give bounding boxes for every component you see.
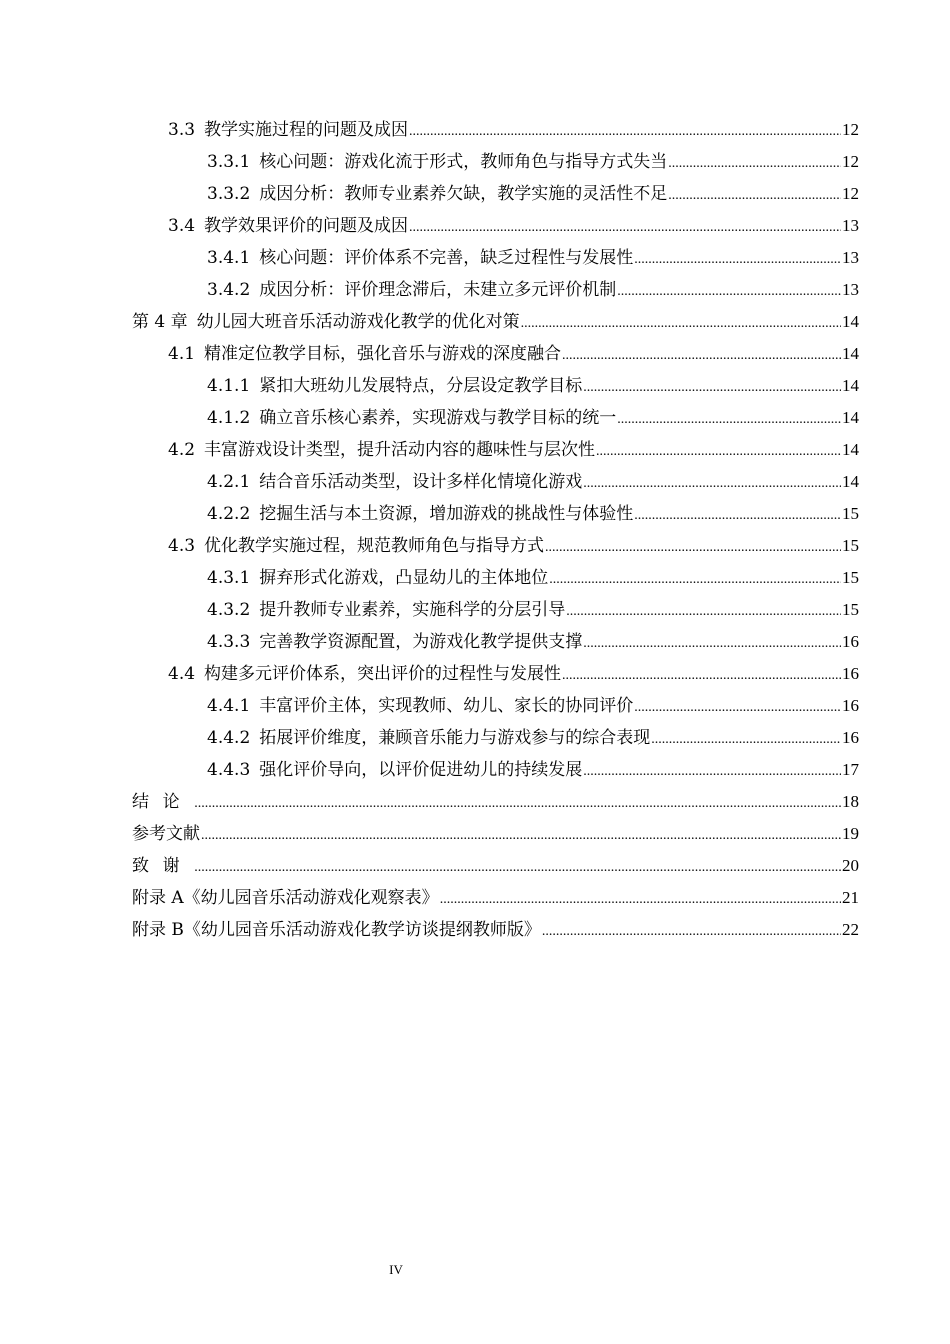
toc-entry-page: 14 <box>842 440 859 459</box>
toc-dot-leader <box>201 820 841 852</box>
toc-entry[interactable] <box>132 338 859 370</box>
toc-dot-leader <box>562 340 841 372</box>
toc-entry-title: 成因分析：教师专业素养欠缺，教学实施的灵活性不足 <box>259 184 668 204</box>
toc-dot-leader <box>440 884 841 916</box>
toc-entry-page: 14 <box>842 344 859 363</box>
toc-entry-title: 核心问题：评价体系不完善，缺乏过程性与发展性 <box>259 248 634 268</box>
toc-entry-page: 14 <box>842 376 859 395</box>
toc-entry-title: 核心问题：游戏化流于形式，教师角色与指导方式失当 <box>259 152 668 172</box>
toc-entry-page: 14 <box>842 472 859 491</box>
toc-entry-page: 16 <box>842 632 859 651</box>
toc-entry-title: 精准定位教学目标，强化音乐与游戏的深度融合 <box>204 344 562 364</box>
toc-entry-number: 4.1.2 <box>207 408 251 428</box>
toc-entry[interactable] <box>132 690 859 722</box>
toc-dot-leader <box>583 756 841 788</box>
toc-entry-page: 14 <box>842 312 859 331</box>
toc-entry[interactable] <box>132 242 859 274</box>
toc-entry-page: 12 <box>842 152 859 171</box>
toc-dot-leader <box>549 564 841 596</box>
toc-entry-page: 16 <box>842 664 859 683</box>
toc-entry[interactable] <box>132 658 859 690</box>
toc-entry-page: 18 <box>842 792 859 811</box>
toc-dot-leader <box>409 212 841 244</box>
toc-entry[interactable] <box>132 530 859 562</box>
toc-entry-number: 4.3 <box>168 536 196 556</box>
toc-entry-title: 参考文献 <box>132 824 200 844</box>
toc-entry-title: 附录 A《幼儿园音乐活动游戏化观察表》 <box>132 888 439 908</box>
toc-entry-page: 22 <box>842 920 859 939</box>
toc-entry-title: 成因分析：评价理念滞后，未建立多元评价机制 <box>259 280 617 300</box>
toc-dot-leader <box>634 692 841 724</box>
toc-entry[interactable] <box>132 306 859 338</box>
toc-entry-page: 16 <box>842 696 859 715</box>
toc-entry-number: 4.4.3 <box>207 760 251 780</box>
toc-dot-leader <box>668 180 841 212</box>
toc-entry[interactable] <box>132 786 859 818</box>
toc-entry[interactable] <box>132 850 859 882</box>
toc-dot-leader <box>583 372 841 404</box>
toc-entry[interactable] <box>132 210 859 242</box>
toc-entry[interactable] <box>132 818 859 850</box>
toc-entry[interactable] <box>132 754 859 786</box>
toc-entry-title: 确立音乐核心素养，实现游戏与教学目标的统一 <box>259 408 617 428</box>
toc-dot-leader <box>521 308 841 340</box>
toc-dot-leader <box>409 116 841 148</box>
toc-entry-title: 教学实施过程的问题及成因 <box>204 120 409 140</box>
toc-dot-leader <box>596 436 841 468</box>
toc-entry-number: 4.2 <box>168 440 196 460</box>
toc-entry[interactable] <box>132 146 859 178</box>
toc-entry-page: 19 <box>842 824 859 843</box>
toc-entry[interactable] <box>132 370 859 402</box>
toc-entry-number: 3.3.1 <box>207 152 251 172</box>
toc-entry-number: 4.4.1 <box>207 696 251 716</box>
toc-entry-number: 4.1.1 <box>207 376 251 396</box>
toc-dot-leader <box>562 660 841 692</box>
toc-entry[interactable] <box>132 562 859 594</box>
toc-entry-title: 强化评价导向，以评价促进幼儿的持续发展 <box>259 760 583 780</box>
toc-dot-leader <box>634 244 841 276</box>
toc-entry[interactable] <box>132 466 859 498</box>
toc-entry[interactable] <box>132 722 859 754</box>
toc-entry-page: 20 <box>842 856 859 875</box>
toc-entry-number: 3.4.2 <box>207 280 251 300</box>
toc-entry[interactable] <box>132 882 859 914</box>
toc-entry-page: 13 <box>842 280 859 299</box>
toc-entry-page: 13 <box>842 248 859 267</box>
toc-dot-leader <box>668 148 841 180</box>
toc-entry-title: 拓展评价维度，兼顾音乐能力与游戏参与的综合表现 <box>259 728 651 748</box>
toc-entry-number: 4.2.2 <box>207 504 251 524</box>
toc-dot-leader <box>566 596 841 628</box>
toc-entry-title: 丰富评价主体，实现教师、幼儿、家长的协同评价 <box>259 696 634 716</box>
toc-entry-title: 完善教学资源配置，为游戏化教学提供支撑 <box>259 632 583 652</box>
toc-entry-title: 附录 B《幼儿园音乐活动游戏化教学访谈提纲教师版》 <box>132 920 541 940</box>
toc-entry-number: 3.3.2 <box>207 184 251 204</box>
toc-entry-title: 结论 <box>132 792 194 812</box>
toc-entry[interactable] <box>132 626 859 658</box>
toc-entry-number: 第 4 章 <box>132 312 188 332</box>
toc-entry-page: 14 <box>842 408 859 427</box>
toc-entry[interactable] <box>132 594 859 626</box>
toc-entry-page: 15 <box>842 536 859 555</box>
toc-entry[interactable] <box>132 178 859 210</box>
toc-dot-leader <box>617 276 841 308</box>
toc-entry-number: 3.4 <box>168 216 196 236</box>
toc-entry[interactable] <box>132 114 859 146</box>
toc-entry-page: 15 <box>842 504 859 523</box>
toc-entry[interactable] <box>132 402 859 434</box>
toc-entry-number: 4.3.3 <box>207 632 251 652</box>
toc-dot-leader <box>194 788 841 820</box>
toc-entry-page: 13 <box>842 216 859 235</box>
toc-entry-title: 丰富游戏设计类型，提升活动内容的趣味性与层次性 <box>204 440 596 460</box>
toc-entry[interactable] <box>132 914 859 946</box>
toc-entry-page: 17 <box>842 760 859 779</box>
toc-entry-number: 3.4.1 <box>207 248 251 268</box>
toc-entry-page: 12 <box>842 120 859 139</box>
toc-entry-page: 15 <box>842 600 859 619</box>
page-number: IV <box>389 1262 403 1277</box>
toc-entry-page: 16 <box>842 728 859 747</box>
toc-entry-number: 4.4 <box>168 664 196 684</box>
toc-entry-title: 紧扣大班幼儿发展特点，分层设定教学目标 <box>259 376 583 396</box>
toc-entry-number: 4.4.2 <box>207 728 251 748</box>
toc-entry-title: 致谢 <box>132 856 194 876</box>
toc-entry[interactable] <box>132 498 859 530</box>
toc-entry-number: 4.3.1 <box>207 568 251 588</box>
toc-entry-number: 4.3.2 <box>207 600 251 620</box>
toc-entry-title: 提升教师专业素养，实施科学的分层引导 <box>259 600 566 620</box>
toc-entry-number: 4.2.1 <box>207 472 251 492</box>
toc-entry-title: 构建多元评价体系，突出评价的过程性与发展性 <box>204 664 562 684</box>
toc-entry-page: 15 <box>842 568 859 587</box>
toc-entry[interactable] <box>132 434 859 466</box>
toc-entry-title: 结合音乐活动类型，设计多样化情境化游戏 <box>259 472 583 492</box>
toc-entry-title: 幼儿园大班音乐活动游戏化教学的优化对策 <box>196 312 520 332</box>
toc-entry-number: 3.3 <box>168 120 196 140</box>
toc-entry-page: 12 <box>842 184 859 203</box>
toc-dot-leader <box>542 916 841 948</box>
toc-dot-leader <box>583 628 841 660</box>
toc-entry-title: 摒弃形式化游戏，凸显幼儿的主体地位 <box>259 568 549 588</box>
toc-entry[interactable] <box>132 274 859 306</box>
toc-dot-leader <box>634 500 841 532</box>
table-of-contents <box>132 114 859 946</box>
toc-dot-leader <box>545 532 841 564</box>
toc-dot-leader <box>194 852 841 884</box>
toc-entry-title: 教学效果评价的问题及成因 <box>204 216 409 236</box>
toc-dot-leader <box>583 468 841 500</box>
toc-entry-number: 4.1 <box>168 344 196 364</box>
toc-entry-title: 优化教学实施过程，规范教师角色与指导方式 <box>204 536 545 556</box>
toc-dot-leader <box>617 404 841 436</box>
toc-entry-title: 挖掘生活与本土资源，增加游戏的挑战性与体验性 <box>259 504 634 524</box>
toc-dot-leader <box>651 724 841 756</box>
toc-entry-page: 21 <box>842 888 859 907</box>
